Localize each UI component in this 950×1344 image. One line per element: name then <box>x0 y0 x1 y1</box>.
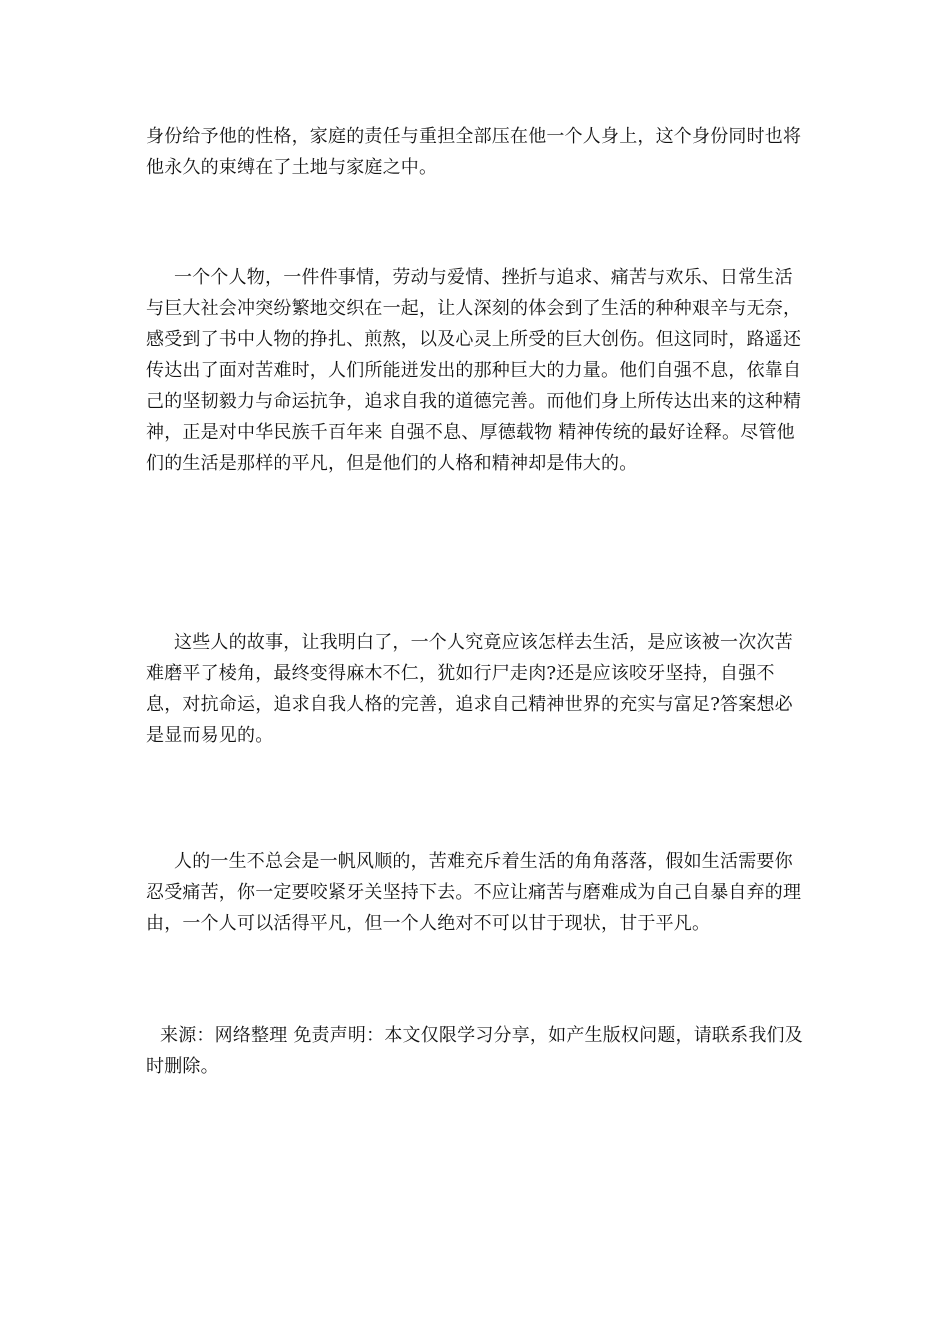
paragraph-1: 身份给予他的性格，家庭的责任与重担全部压在他一个人身上，这个身份同时也将他永久的束缚在了土地与家庭之中。 <box>146 126 802 178</box>
paragraph-4: 人的一生不总会是一帆风顺的，苦难充斥着生活的角角落落，假如生活需要你忍受痛苦，你一定要咬紧牙关坚持下去。不应让痛苦与磨难成为自己自暴自弃的理由，一个人可以活得平凡，但一个人绝对不可以甘于现状，甘于平凡。 <box>146 851 802 934</box>
paragraph-3: 这些人的故事，让我明白了，一个人究竟应该怎样去生活，是应该被一次次苦难磨平了棱角，最终变得麻木不仁，犹如行尸走肉?还是应该咬牙坚持，自强不息，对抗命运，追求自我人格的完善，追求自己精神世界的充实与富足?答案想必是显而易见的。 <box>146 632 793 746</box>
source-disclaimer: 来源：网络整理 免责声明：本文仅限学习分享，如产生版权问题，请联系我们及时删除。 <box>146 1025 803 1077</box>
paragraph-2: 一个个人物，一件件事情，劳动与爱情、挫折与追求、痛苦与欢乐、日常生活与巨大社会冲突纷繁地交织在一起，让人深刻的体会到了生活的种种艰辛与无奈，感受到了书中人物的挣扎、煎熬，以及心灵上所受的巨大创伤。但这同时，路遥还传达出了面对苦难时，人们所能迸发出的那种巨大的力量。他们自强不息，依靠自己的坚韧毅力与命运抗争，追求自我的道德完善。而他们身上所传达出来的这种精神，正是对中华民族千百年来 自强不息、厚德载物 精神传统的最好诠释。尽管他们的生活是那样的平凡，但是他们的人格和精神却是伟大的。 <box>146 267 802 474</box>
